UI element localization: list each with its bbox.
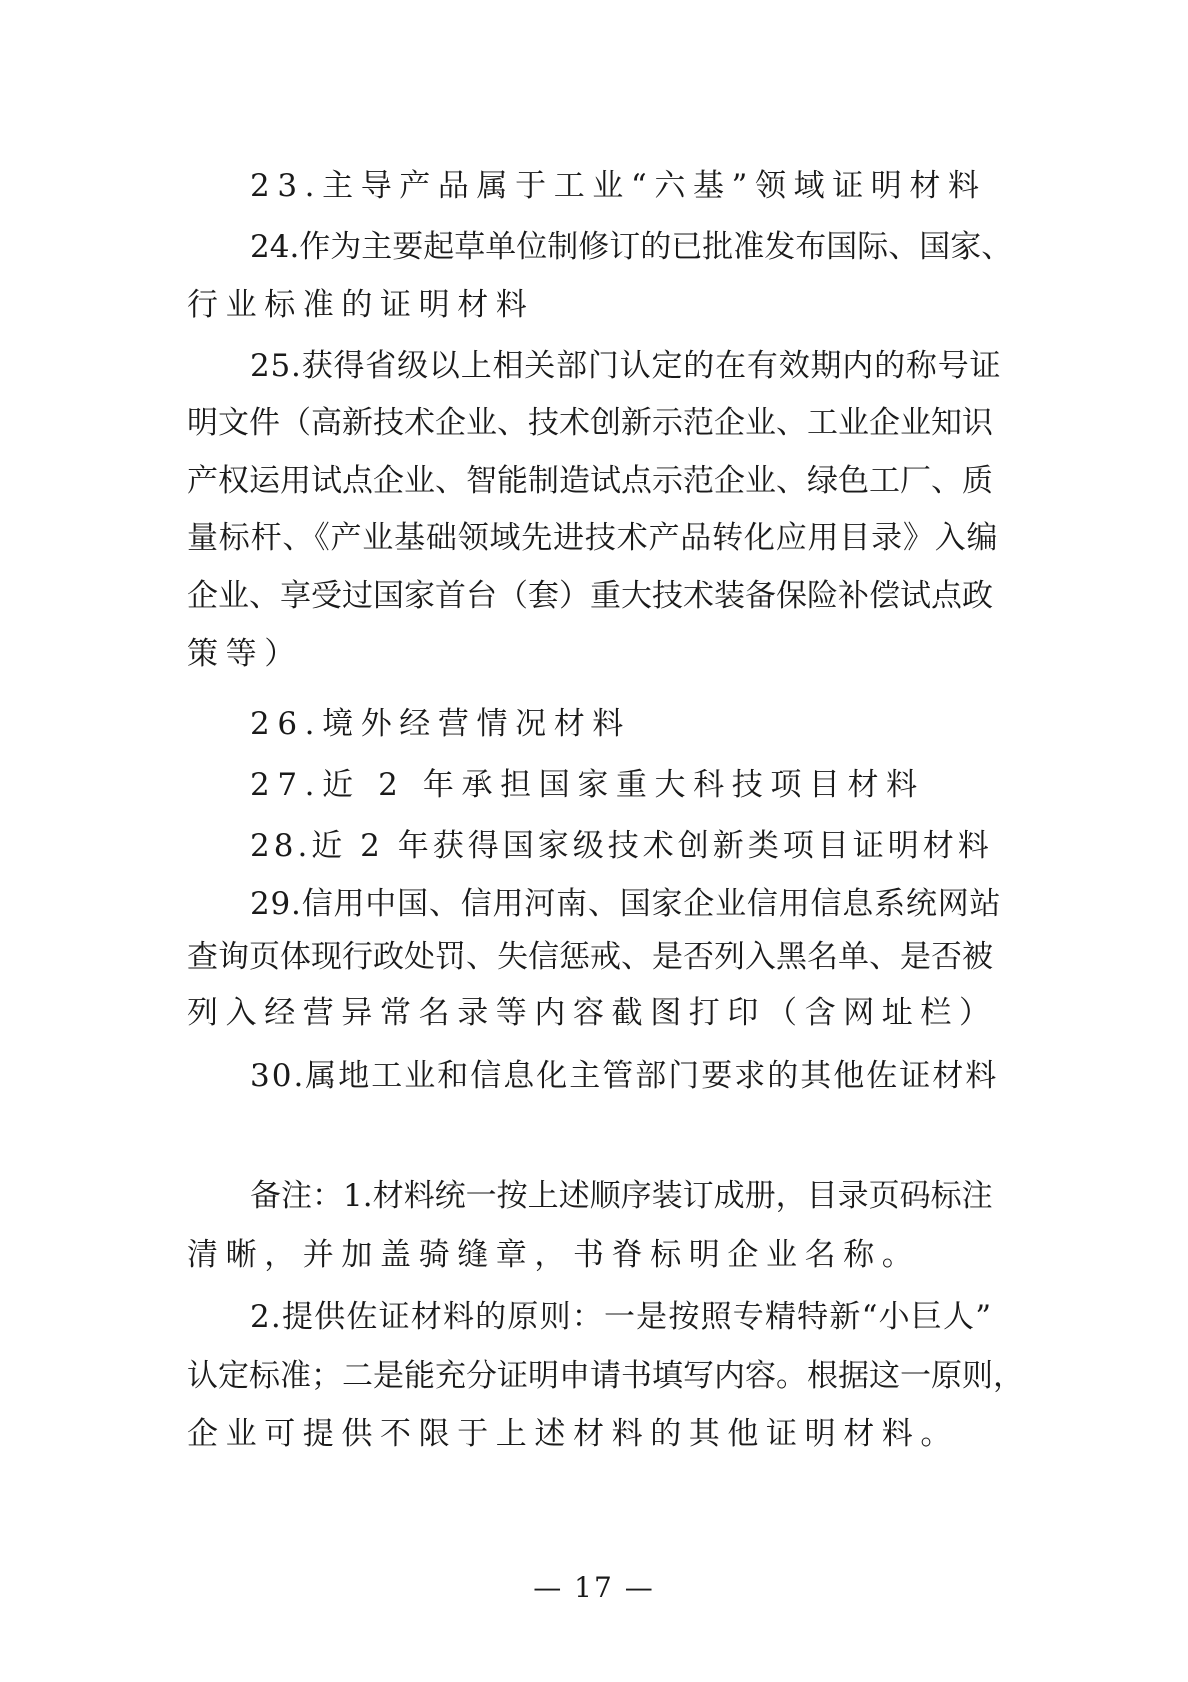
item-25-text-line-2: 明文件（高新技术企业、技术创新示范企业、工业企业知识 <box>187 405 993 441</box>
page-number: — 17 — <box>533 1571 655 1604</box>
note-2-line-2: 认定标准；二是能充分证明申请书填写内容。根据这一原则， <box>187 1358 1024 1394</box>
note-2-line-3: 企业可提供不限于上述材料的其他证明材料。 <box>187 1416 959 1452</box>
item-29-text-line-1: 29.信用中国、信用河南、国家企业信用信息系统网站 <box>250 886 1002 922</box>
item-25-text-line-6: 策等） <box>187 636 303 672</box>
item-27-text: 27.近 2 年承担国家重大科技项目材料 <box>250 767 925 803</box>
item-28-text: 28.近 2 年获得国家级技术创新类项目证明材料 <box>250 828 993 864</box>
item-25-text-line-4: 量标杆、《产业基础领域先进技术产品转化应用目录》入编 <box>187 520 999 556</box>
item-24-text-line-1: 24.作为主要起草单位制修订的已批准发布国际、国家、 <box>250 229 1013 265</box>
item-24-text-line-2: 行业标准的证明材料 <box>187 287 535 323</box>
item-25-text-line-5: 企业、享受过国家首台（套）重大技术装备保险补偿试点政 <box>187 578 993 614</box>
item-25-text-line-3: 产权运用试点企业、智能制造试点示范企业、绿色工厂、质 <box>187 463 993 499</box>
note-1-line-2: 清晰，并加盖骑缝章，书脊标明企业名称。 <box>187 1237 921 1273</box>
item-29-text-line-2: 查询页体现行政处罚、失信惩戒、是否列入黑名单、是否被 <box>187 939 993 975</box>
note-1-line-1: 备注：1.材料统一按上述顺序装订成册，目录页码标注 <box>250 1178 993 1214</box>
item-30-text: 30.属地工业和信息化主管部门要求的其他佐证材料 <box>250 1058 999 1094</box>
item-29-text-line-3: 列入经营异常名录等内容截图打印（含网址栏） <box>187 995 998 1031</box>
note-2-line-1: 2.提供佐证材料的原则：一是按照专精特新“小巨人” <box>250 1299 993 1335</box>
item-23-text: 23.主导产品属于工业“六基”领域证明材料 <box>250 168 987 204</box>
item-26-text: 26.境外经营情况材料 <box>250 706 631 742</box>
item-25-text-line-1: 25.获得省级以上相关部门认定的在有效期内的称号证 <box>250 348 1002 384</box>
